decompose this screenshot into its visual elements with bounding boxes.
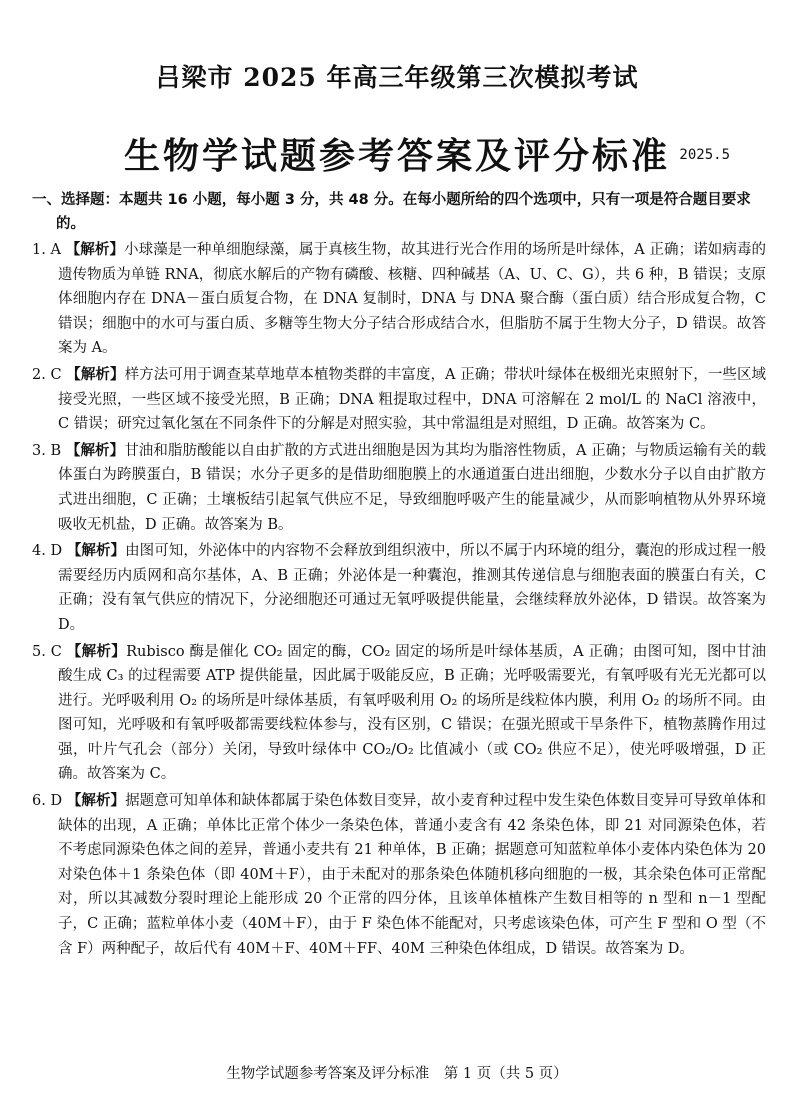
analysis-text: Rubisco 酶是催化 CO₂ 固定的酶，CO₂ 固定的场所是叶绿体基质，A 正确；由图可知，图中甘油酸生成 C₃ 的过程需要 ATP 提供能量，因此属于吸能反应，B 正确；光呼吸需要光，有氧呼吸有光无光都可以进行。光呼吸利用 O₂ 的场所是叶绿体基质，有氧呼吸利用 O₂ 的场所是线粒体内膜，利用 O₂ 的场所不同。由图可知，光呼吸和有氧呼吸都需要线粒体参与，没有区别，C 错误；在强光照或干旱条件下，植物蒸腾作用过强，叶片气孔会（部分）关闭，导致叶绿体中 CO₂/O₂ 比值减小（或 CO₂ 供应不足），使光呼吸增强，D 正确。故答案为 C。 bbox=[58, 643, 766, 783]
analysis-tag: 【解析】 bbox=[66, 643, 127, 660]
analysis-tag: 【解析】 bbox=[66, 543, 126, 560]
answer-key: 6. D bbox=[32, 793, 63, 810]
analysis-tag: 【解析】 bbox=[66, 793, 126, 810]
analysis-text: 小球藻是一种单细胞绿藻，属于真核生物，故其进行光合作用的场所是叶绿体，A 正确；诺如病毒的遗传物质为单链 RNA，彻底水解后的产物有磷酸、核糖、四种碱基（A、U、C、G），共 6 种，B 错误；支原体细胞内存在 DNA－蛋白质复合物，在 DNA 复制时，DNA 与 DNA 聚合酶（蛋白质）结合形成复合物，C 错误；细胞中的水可与蛋白质、多糖等生物大分子结合形成结合水，但脂肪不属于生物大分子，D 错误。故答案为 A。 bbox=[58, 242, 767, 357]
analysis-tag: 【解析】 bbox=[66, 366, 125, 383]
section-heading-text: 一、选择题：本题共 16 小题，每小题 3 分，共 48 分。在每小题所给的四个选项中，只有一项是符合题目要求的。 bbox=[32, 192, 751, 232]
answer-item-3 bbox=[32, 439, 766, 537]
answer-key: 5. C bbox=[32, 643, 62, 660]
answer-list bbox=[32, 238, 766, 963]
answer-item-4 bbox=[32, 539, 766, 637]
analysis-text: 由图可知，外泌体中的内容物不会释放到组织液中，所以不属于内环境的组分，囊泡的形成过程一般需要经历内质网和高尔基体，A、B 正确；外泌体是一种囊泡，推测其传递信息与细胞表面的膜蛋白有关，C 正确；没有氧气供应的情况下，分泌细胞还可通过无氧呼吸提供能量，会继续释放外泌体，D 错误。故答案为 D。 bbox=[58, 543, 767, 633]
answer-item-5 bbox=[32, 640, 766, 788]
analysis-tag: 【解析】 bbox=[65, 442, 125, 459]
analysis-text: 据题意可知单体和缺体都属于染色体数目变异，故小麦育种过程中发生染色体数目变异可导致单体和缺体的出现，A 正确；单体比正常个体少一条染色体，普通小麦含有 42 条染色体，即 21 对同源染色体，若不考虑同源染色体之间的差异，普通小麦共有 21 种单体，B 正确；据题意可知蓝粒单体小麦体内染色体为 20 对染色体＋1 条染色体（即 40M＋F），由于未配对的那条染色体随机移向细胞的一极，其余染色体可正常配对，所以其减数分裂时理论上能形成 20 个正常的四分体，且该单体植株产生数目相等的 n 型和 n－1 型配子，C 正确；蓝粒单体小麦（40M＋F），由于 F 染色体不能配对，只考虑该染色体，可产生 F 型和 O 型（不含 F）两种配子，故后代有 40M＋F、40M＋FF、40M 三种染色体组成，D 错误。故答案为 D。 bbox=[58, 793, 767, 957]
document-title: 生物学试题参考答案及评分标准 bbox=[123, 136, 670, 177]
exam-title: 吕梁市 2025 年高三年级第三次模拟考试 bbox=[155, 63, 639, 92]
answer-item-6 bbox=[32, 789, 766, 961]
analysis-text: 甘油和脂肪酸能以自由扩散的方式进出细胞是因为其均为脂溶性物质，A 正确；与物质运输有关的载体蛋白为跨膜蛋白，B 错误；水分子更多的是借助细胞膜上的水通道蛋白进出细胞，少数水分子以自由扩散方式进出细胞，C 正确；土壤板结引起氧气供应不足，导致细胞呼吸产生的能量减少，从而影响植物从外界环境吸收无机盐，D 正确。故答案为 B。 bbox=[58, 442, 767, 533]
analysis-text: 样方法可用于调查某草地草本植物类群的丰富度，A 正确；带状叶绿体在极细光束照射下，一些区域接受光照，一些区域不接受光照，B 正确；DNA 粗提取过程中，DNA 可溶解在 2 mol/L 的 NaCl 溶液中，C 错误；研究过氧化氢在不同条件下的分解是对照实验，其中常温组是对照组，D 正确。故答案为 C。 bbox=[58, 366, 767, 433]
section-heading bbox=[32, 188, 766, 236]
document-date: 2025.5 bbox=[679, 147, 730, 163]
answer-item-2 bbox=[32, 363, 766, 437]
analysis-tag: 【解析】 bbox=[65, 242, 125, 258]
answer-key: 4. D bbox=[32, 543, 63, 560]
answer-key: 3. B bbox=[32, 442, 62, 459]
answer-item-1 bbox=[32, 238, 766, 361]
answer-key: 1. A bbox=[32, 242, 61, 258]
page-footer: 生物学试题参考答案及评分标准 第 1 页（共 5 页） bbox=[226, 1066, 568, 1082]
answer-key: 2. C bbox=[32, 366, 62, 383]
